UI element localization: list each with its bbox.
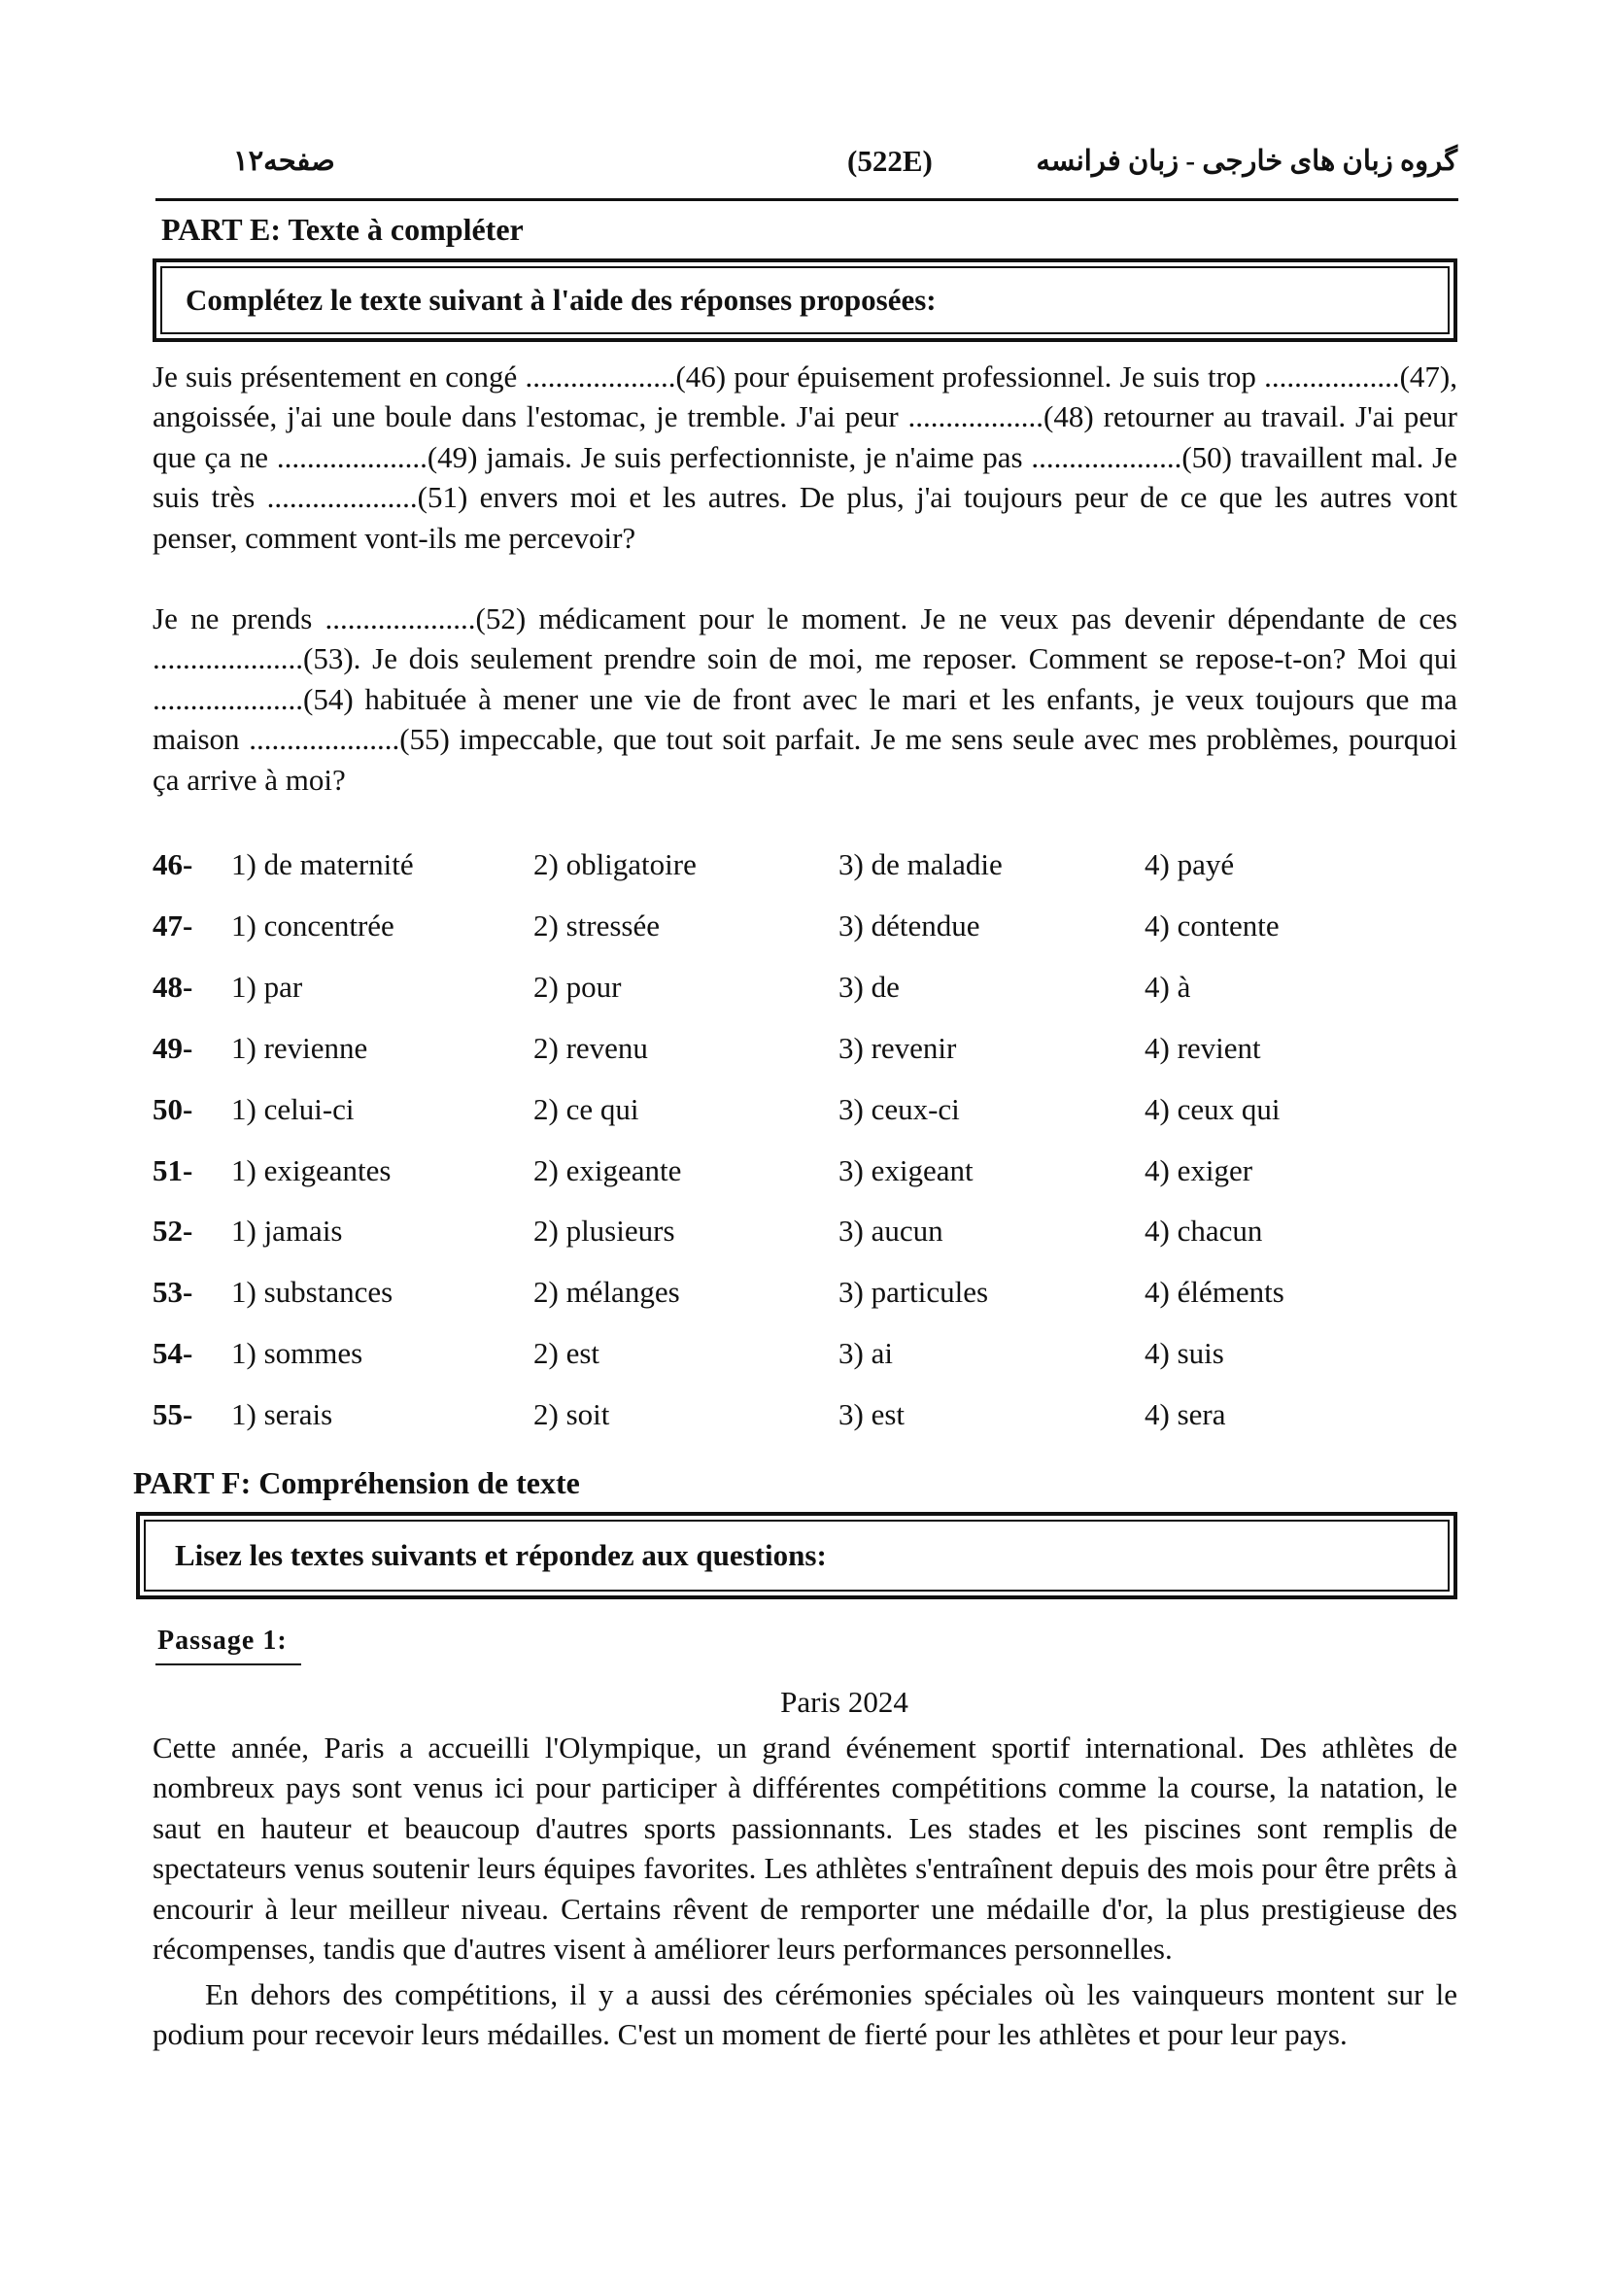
passage-paragraph-1: Cette année, Paris a accueilli l'Olympique, un grand événement sportif international. Des athlètes de nombreux pays sont venus ici pour participer à différentes compétitions comme la course, la natation, le saut en hauteur et beaucoup d'autres sports passionnants. Les stades et les piscines sont remplis de spectateurs venus soutenir leurs équipes favorites. Les athlètes s'entraînent depuis des mois pour être prêts à encourir à leur meilleur niveau. Certains rêvent de remporter une médaille d'or, la plus prestigieuse des récompenses, tandis que d'autres visent à améliorer leurs performances personnelles. bbox=[153, 1731, 1457, 1967]
option-1: 1) concentrée bbox=[231, 908, 394, 942]
page-number: صفحه۱۲ bbox=[233, 146, 335, 177]
passage-title: Paris 2024 bbox=[780, 1685, 908, 1719]
option-4: 4) suis bbox=[1145, 1336, 1224, 1370]
part-f-instruction-box bbox=[136, 1512, 1457, 1599]
option-4: 4) revient bbox=[1145, 1031, 1261, 1065]
question-row bbox=[153, 1336, 1416, 1375]
question-row bbox=[153, 1153, 1416, 1192]
option-4: 4) à bbox=[1145, 970, 1191, 1004]
question-row bbox=[153, 1092, 1416, 1131]
question-row bbox=[153, 970, 1416, 1009]
part-e-instruction-box bbox=[153, 258, 1457, 342]
option-3: 3) revenir bbox=[838, 1031, 957, 1065]
option-4: 4) sera bbox=[1145, 1397, 1226, 1431]
option-1: 1) substances bbox=[231, 1275, 393, 1309]
option-2: 2) obligatoire bbox=[533, 847, 697, 881]
question-number: 55- bbox=[153, 1397, 193, 1431]
part-f-instruction: Lisez les textes suivants et répondez aux questions: bbox=[144, 1520, 1450, 1592]
option-2: 2) plusieurs bbox=[533, 1214, 675, 1248]
option-2: 2) mélanges bbox=[533, 1275, 680, 1309]
question-number: 51- bbox=[153, 1153, 193, 1187]
option-3: 3) ceux-ci bbox=[838, 1092, 960, 1126]
question-number: 52- bbox=[153, 1214, 193, 1248]
exam-group-title: گروه زبان های خارجی - زبان فرانسه bbox=[1036, 146, 1457, 177]
option-3: 3) particules bbox=[838, 1275, 989, 1309]
option-3: 3) ai bbox=[838, 1336, 893, 1370]
option-1: 1) serais bbox=[231, 1397, 333, 1431]
header-divider bbox=[155, 198, 1458, 201]
question-number: 54- bbox=[153, 1336, 193, 1370]
option-4: 4) éléments bbox=[1145, 1275, 1284, 1309]
option-3: 3) de bbox=[838, 970, 900, 1004]
part-e-paragraph-1: Je suis présentement en congé ....................(46) pour épuisement professionnel. Je suis trop ..................(47), angoissée, j'ai une boule dans l'estomac, je tremble. J'ai peur ..................(48) retourner au travail. J'ai peur que ça ne ....................(49) jamais. Je suis perfectionniste, je n'aime pas ....................(50) travaillent mal. Je suis très ....................(51) envers moi et les autres. De plus, j'ai toujours peur de ce que les autres vont penser, comment vont-ils me percevoir? bbox=[153, 360, 1457, 555]
option-4: 4) contente bbox=[1145, 908, 1280, 942]
question-row bbox=[153, 1214, 1416, 1252]
option-3: 3) exigeant bbox=[838, 1153, 974, 1187]
question-row bbox=[153, 847, 1416, 886]
option-2: 2) stressée bbox=[533, 908, 660, 942]
option-1: 1) revienne bbox=[231, 1031, 368, 1065]
option-3: 3) est bbox=[838, 1397, 906, 1431]
question-number: 46- bbox=[153, 847, 193, 881]
part-e-title: PART E: Texte à compléter bbox=[161, 212, 524, 247]
passage-label-underline bbox=[155, 1663, 301, 1665]
option-4: 4) payé bbox=[1145, 847, 1235, 881]
question-number: 50- bbox=[153, 1092, 193, 1126]
question-row bbox=[153, 1275, 1416, 1314]
option-2: 2) soit bbox=[533, 1397, 610, 1431]
exam-code: (522E) bbox=[847, 144, 933, 178]
option-2: 2) ce qui bbox=[533, 1092, 639, 1126]
option-3: 3) détendue bbox=[838, 908, 980, 942]
option-1: 1) sommes bbox=[231, 1336, 363, 1370]
question-row bbox=[153, 1031, 1416, 1070]
question-number: 48- bbox=[153, 970, 193, 1004]
question-row bbox=[153, 908, 1416, 947]
passage-label: Passage 1: bbox=[157, 1626, 288, 1656]
option-2: 2) exigeante bbox=[533, 1153, 682, 1187]
option-1: 1) jamais bbox=[231, 1214, 343, 1248]
option-1: 1) de maternité bbox=[231, 847, 414, 881]
question-number: 53- bbox=[153, 1275, 193, 1309]
option-4: 4) chacun bbox=[1145, 1214, 1263, 1248]
option-3: 3) de maladie bbox=[838, 847, 1003, 881]
question-number: 47- bbox=[153, 908, 193, 942]
option-3: 3) aucun bbox=[838, 1214, 943, 1248]
part-e-instruction: Complétez le texte suivant à l'aide des réponses proposées: bbox=[160, 266, 1450, 334]
page-header bbox=[155, 144, 1457, 187]
option-2: 2) est bbox=[533, 1336, 600, 1370]
option-4: 4) exiger bbox=[1145, 1153, 1253, 1187]
question-row bbox=[153, 1397, 1416, 1436]
option-1: 1) exigeantes bbox=[231, 1153, 392, 1187]
option-2: 2) revenu bbox=[533, 1031, 648, 1065]
option-1: 1) celui-ci bbox=[231, 1092, 355, 1126]
option-4: 4) ceux qui bbox=[1145, 1092, 1281, 1126]
part-f-title: PART F: Compréhension de texte bbox=[133, 1465, 580, 1500]
part-e-paragraph-2: Je ne prends ....................(52) médicament pour le moment. Je ne veux pas devenir dépendante de ces ....................(53). Je dois seulement prendre soin de moi, me reposer. Comment se repose-t-on? Moi qui ....................(54) habituée à mener une vie de front avec le mari et les enfants, je veux toujours que ma maison ....................(55) impeccable, que tout soit parfait. Je me sens seule avec mes problèmes, pourquoi ça arrive à moi? bbox=[153, 601, 1457, 797]
question-number: 49- bbox=[153, 1031, 193, 1065]
option-2: 2) pour bbox=[533, 970, 622, 1004]
passage-paragraph-2: En dehors des compétitions, il y a aussi des cérémonies spéciales où les vainqueurs montent sur le podium pour recevoir leurs médailles. C'est un moment de fierté pour les athlètes et pour leur pays. bbox=[153, 1977, 1457, 2052]
option-1: 1) par bbox=[231, 970, 303, 1004]
